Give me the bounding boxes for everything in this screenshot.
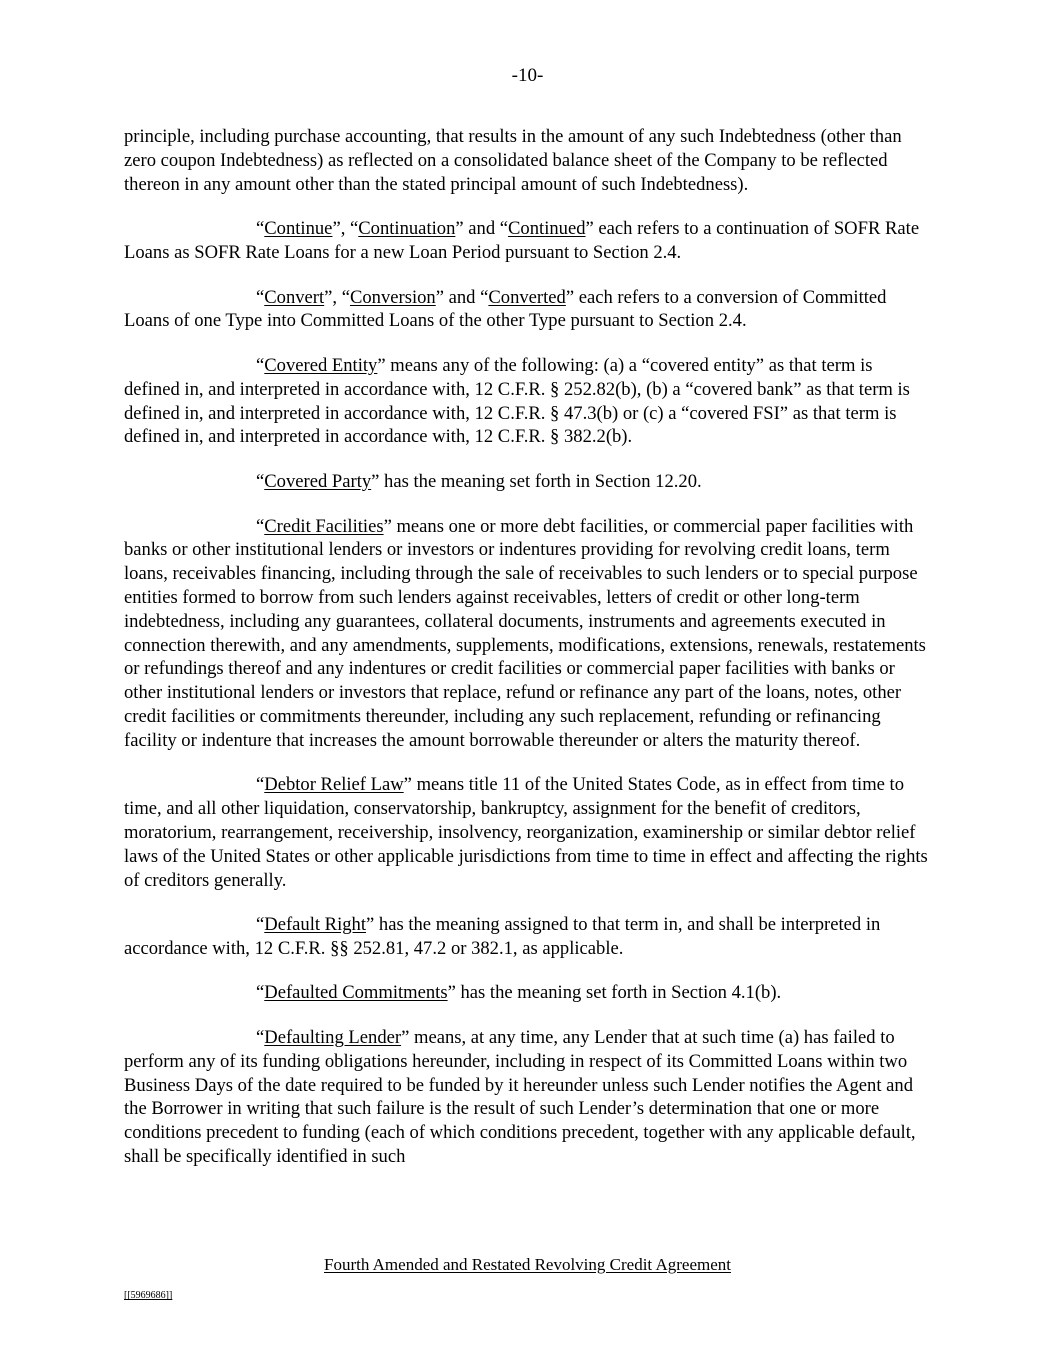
- definition-covered-entity: [124, 354, 932, 449]
- open-quote: “: [256, 982, 265, 1004]
- definition-defaulted-commitments: [124, 981, 932, 1005]
- definition-text: ” has the meaning assigned to that term in, and shall be interpreted in accordance with, 12 C.F.R. §§ 252.81, 47.2 or 382.1, as applicable.: [124, 914, 881, 959]
- open-quote: “: [256, 218, 265, 240]
- open-quote: “: [256, 914, 265, 936]
- separator: ” and “: [455, 218, 509, 240]
- page-number: -10-: [511, 65, 544, 86]
- definition-text: ” has the meaning set forth in Section 4.1(b).: [447, 982, 782, 1004]
- defined-term-continue: Continue: [264, 218, 333, 240]
- open-quote: “: [256, 774, 265, 796]
- definition-text: ” each refers to a continuation of SOFR Rate Loans as SOFR Rate Loans for a new Loan Period pursuant to Section 2.4.: [124, 218, 920, 263]
- defined-term-conversion: Conversion: [349, 286, 436, 308]
- definition-convert: [124, 286, 932, 334]
- document-id: [[5969686]]: [124, 1290, 173, 1301]
- separator: ” and “: [435, 286, 489, 308]
- defined-term-debtor-relief-law: Debtor Relief Law: [264, 774, 404, 796]
- defined-term-continued: Continued: [508, 218, 586, 240]
- definition-credit-facilities: [124, 515, 932, 753]
- open-quote: “: [256, 515, 265, 537]
- paragraph-continuation: principle, including purchase accounting, that results in the amount of any such Indebtedness (other than zero coupon Indebtedness) as reflected on a consolidated balance sheet of the Company to be reflected thereon in any amount other than the stated principal amount of such Indebtedness).: [124, 126, 902, 195]
- definition-debtor-relief-law: [124, 773, 932, 892]
- open-quote: “: [256, 354, 265, 376]
- document-body: [124, 125, 932, 1190]
- definition-default-right: [124, 913, 932, 961]
- open-quote: “: [256, 1027, 265, 1049]
- defined-term-converted: Converted: [488, 286, 566, 308]
- definition-text: ” means any of the following: (a) a “covered entity” as that term is defined in, and interpreted in accordance with, 12 C.F.R. § 252.82(b), (b) a “covered bank” as that term is defined in, and interpreted in accordance with, 12 C.F.R. § 47.3(b) or (c) a “covered FSI” as that term is defined in, and interpreted in accordance with, 12 C.F.R. § 382.2(b).: [124, 354, 910, 448]
- open-quote: “: [256, 286, 265, 308]
- separator: ”, “: [324, 286, 350, 308]
- footer-agreement-title: [0, 1254, 1055, 1276]
- definition-text: ” each refers to a conversion of Committed Loans of one Type into Committed Loans of the other Type pursuant to Section 2.4.: [124, 286, 887, 332]
- definition-defaulting-lender: [124, 1026, 932, 1169]
- defined-term-continuation: Continuation: [358, 218, 456, 240]
- defined-term-covered-entity: Covered Entity: [264, 354, 378, 376]
- defined-term-convert: Convert: [264, 286, 325, 308]
- defined-term-credit-facilities: Credit Facilities: [264, 515, 384, 537]
- defined-term-covered-party: Covered Party: [264, 470, 372, 492]
- definition-text: ” means, at any time, any Lender that at such time (a) has failed to perform any of its funding obligations hereunder, including in respect of its Committed Loans within two Business Days of the date required to be funded by it hereunder unless such Lender notifies the Agent and the Borrower in writing that such failure is the result of such Lender’s determination that one or more conditions precedent to funding (each of which conditions precedent, together with any applicable default, shall be specifically identified in such: [124, 1027, 916, 1168]
- separator: ”, “: [332, 218, 359, 240]
- definition-covered-party: [124, 470, 932, 494]
- footer-title-text: Fourth Amended and Restated Revolving Credit Agreement: [324, 1255, 731, 1274]
- defined-term-defaulting-lender: Defaulting Lender: [264, 1027, 402, 1049]
- defined-term-default-right: Default Right: [264, 914, 366, 936]
- open-quote: “: [256, 470, 265, 492]
- definition-text: ” has the meaning set forth in Section 12.20.: [371, 470, 702, 492]
- definition-text: ” means one or more debt facilities, or commercial paper facilities with banks or other institutional lenders or investors or indentures providing for revolving credit loans, term loans, receivables financing, including through the sale of receivables to such lenders or to special purpose entities formed to borrow from such lenders against receivables, letters of credit or other long-term indebtedness, including any guarantees, collateral documents, instruments and agreements executed in connection therewith, and any amendments, supplements, modifications, extensions, renewals, restatements or refundings thereof and any indentures or credit facilities or commercial paper facilities with banks or other institutional lenders or investors that replace, refund or refinance any part of the loans, notes, other credit facilities or commitments thereunder, including any such replacement, refunding or refinancing facility or indenture that increases the amount borrowable thereunder or alters the maturity thereof.: [124, 515, 926, 751]
- definition-text: ” means title 11 of the United States Code, as in effect from time to time, and all other liquidation, conservatorship, bankruptcy, assignment for the benefit of creditors, moratorium, rearrangement, receivership, insolvency, reorganization, examinership or similar debtor relief laws of the United States or other applicable jurisdictions from time to time in effect and affecting the rights of creditors generally.: [124, 774, 928, 891]
- definition-continue: [124, 217, 932, 265]
- defined-term-defaulted-commitments: Defaulted Commitments: [264, 982, 448, 1004]
